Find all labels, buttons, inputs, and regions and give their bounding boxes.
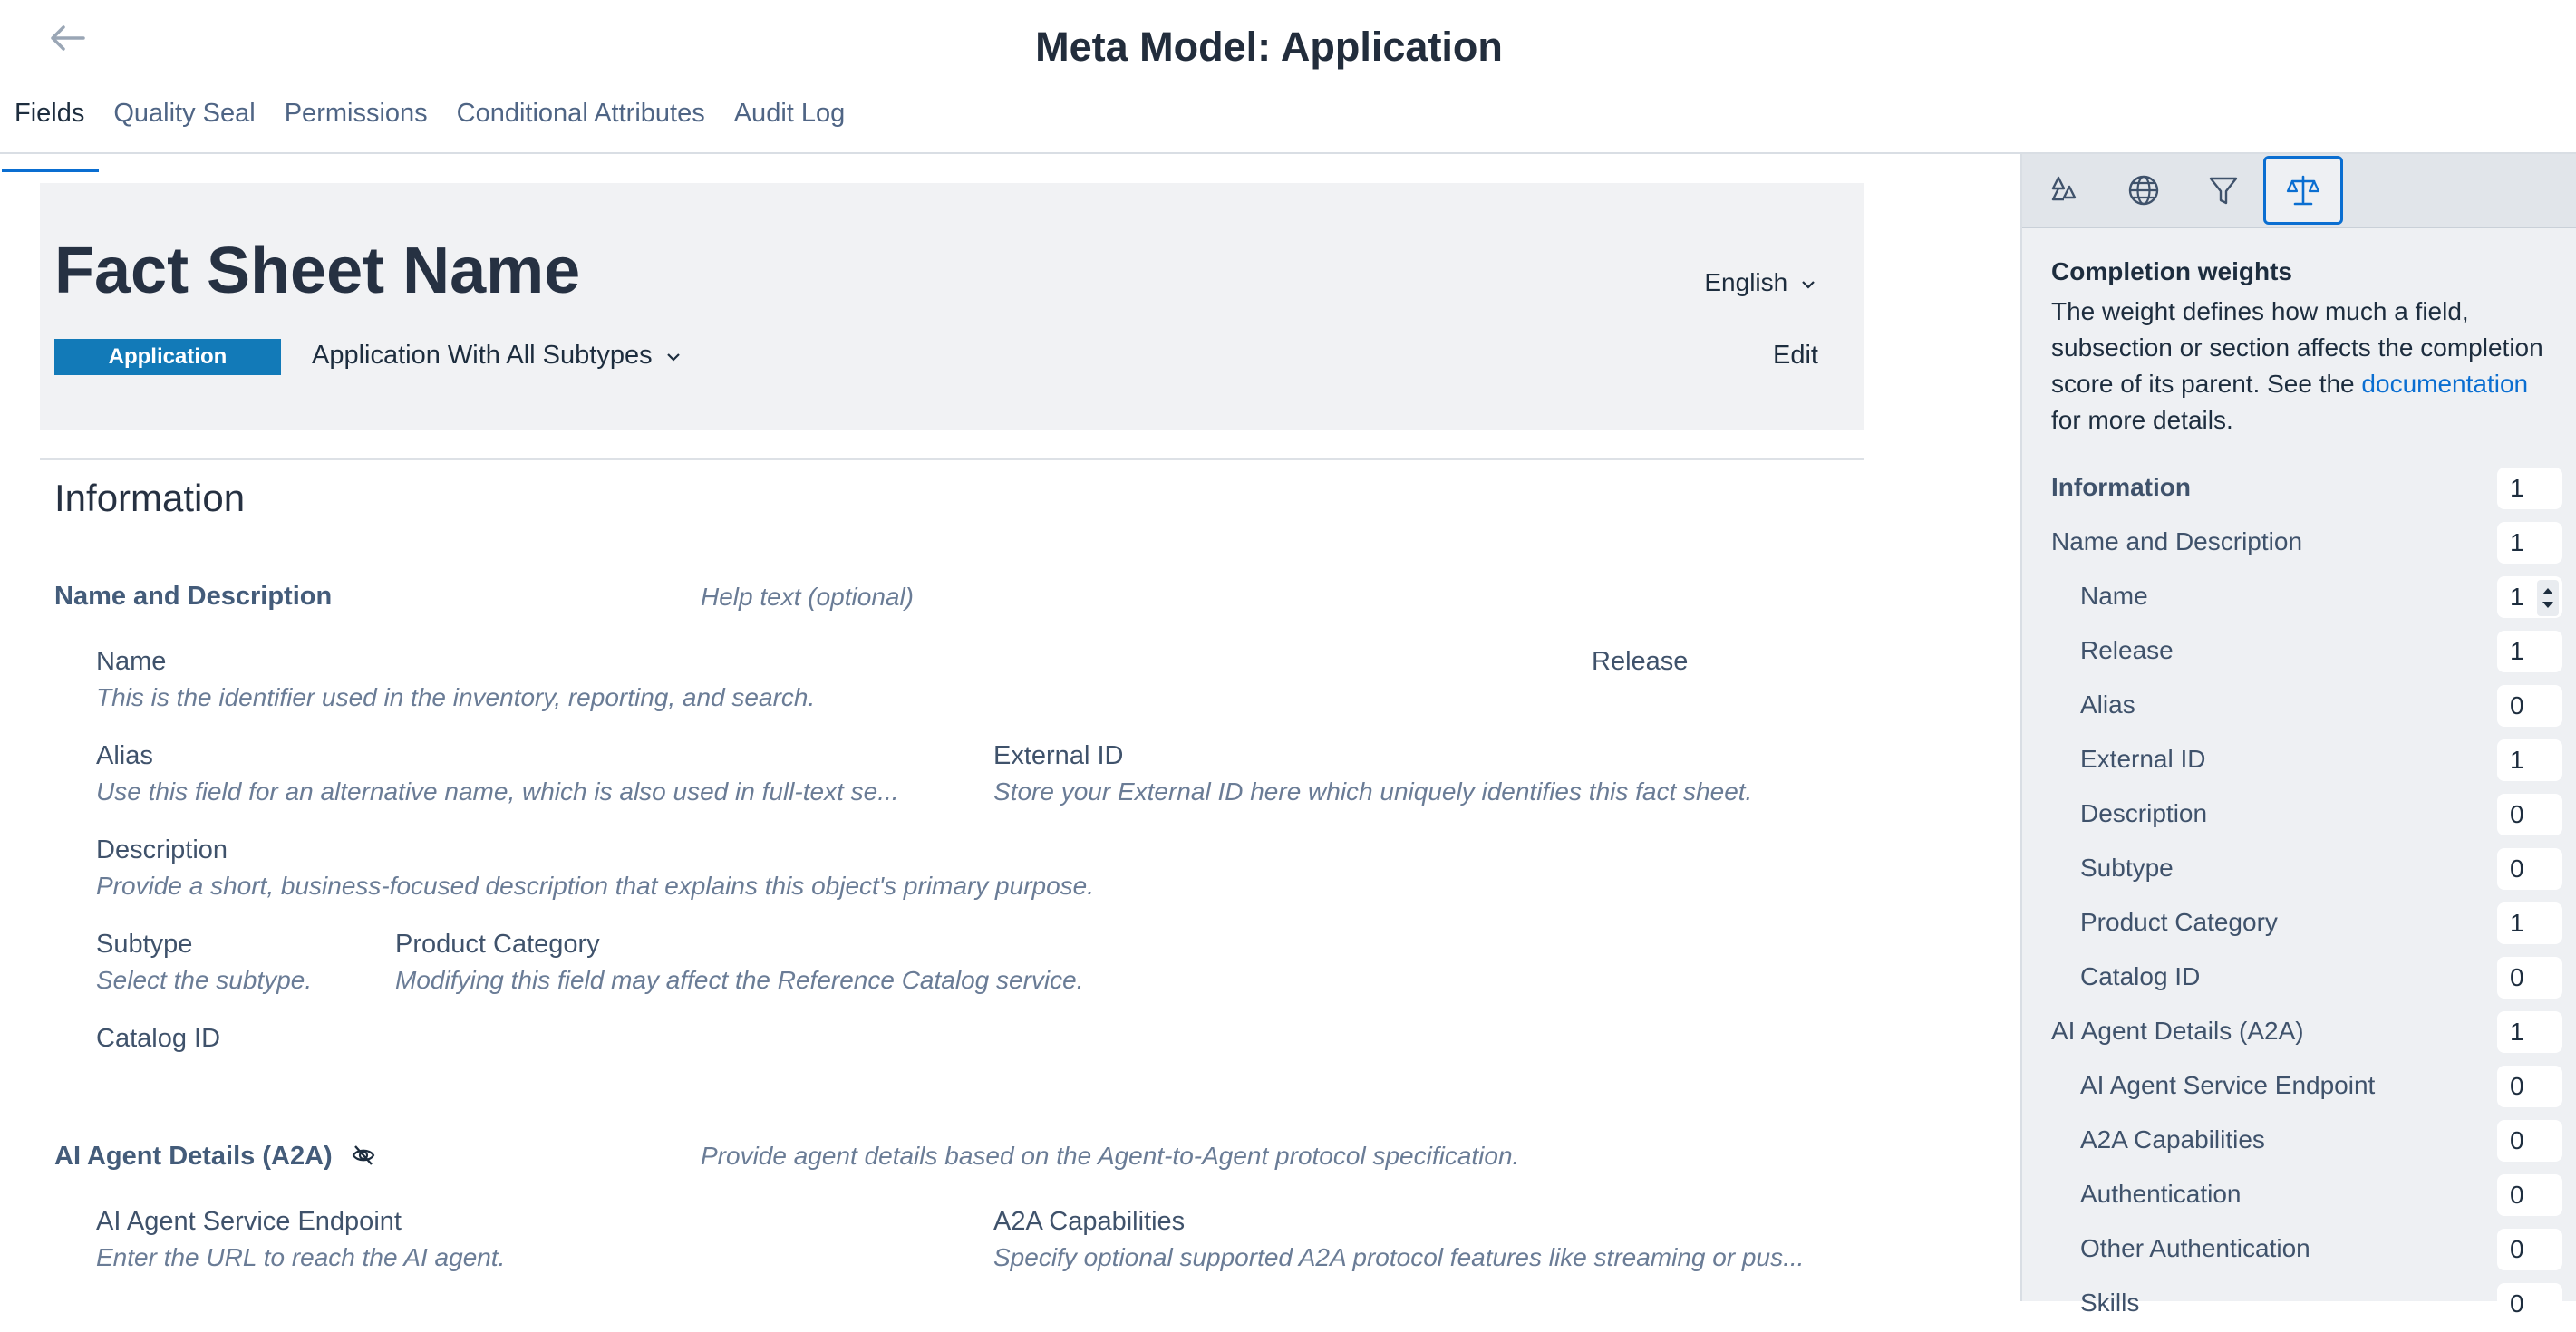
field-desc-ai-agent-endpoint: Enter the URL to reach the AI agent.: [96, 1243, 506, 1271]
subsection-help-text[interactable]: Help text (optional): [701, 583, 915, 611]
weight-input[interactable]: 0: [2497, 685, 2562, 727]
edit-button[interactable]: Edit: [1773, 341, 1818, 370]
tab-quality-seal[interactable]: Quality Seal: [113, 99, 256, 128]
weight-row: [2022, 1169, 2576, 1223]
weight-row: [2022, 788, 2576, 843]
subsection-help-text-ai-agent[interactable]: Provide agent details based on the Agent-to-Agent protocol specification.: [701, 1142, 1520, 1170]
weight-row: [2022, 1006, 2576, 1060]
field-label-a2a-capabilities[interactable]: A2A Capabilities: [993, 1207, 1186, 1236]
documentation-link[interactable]: documentation: [2361, 370, 2529, 398]
eye-slash-icon[interactable]: [351, 1143, 376, 1168]
weight-input[interactable]: 0: [2497, 957, 2562, 999]
weight-label: AI Agent Details (A2A): [2051, 1017, 2304, 1045]
subsection-title-ai-agent[interactable]: [54, 1142, 376, 1172]
weight-row: [2022, 1060, 2576, 1115]
weight-row: [2022, 951, 2576, 1006]
weight-row: [2022, 897, 2576, 951]
panel-tab-completion-weights[interactable]: [2263, 156, 2343, 225]
weight-row: [2022, 1278, 2576, 1332]
weight-input[interactable]: 1: [2497, 576, 2562, 618]
field-label-product-category[interactable]: Product Category: [395, 930, 600, 959]
weight-label: Name and Description: [2051, 527, 2303, 555]
weight-label: Other Authentication: [2080, 1234, 2310, 1262]
weight-label: Authentication: [2080, 1180, 2242, 1208]
field-label-description[interactable]: Description: [96, 835, 228, 864]
weight-label: External ID: [2080, 745, 2206, 773]
weight-label: Release: [2080, 636, 2174, 664]
weight-label: Skills: [2080, 1289, 2140, 1317]
tab-fields[interactable]: Fields: [0, 91, 99, 154]
weight-input[interactable]: 0: [2497, 794, 2562, 835]
weight-input[interactable]: 0: [2497, 1229, 2562, 1270]
weight-label: Catalog ID: [2080, 962, 2201, 990]
weight-label: Description: [2080, 799, 2208, 827]
panel-tab-filter[interactable]: [2184, 156, 2263, 225]
weight-row: [2022, 1115, 2576, 1169]
weight-row: [2022, 516, 2576, 571]
tab-conditional-attributes[interactable]: Conditional Attributes: [456, 99, 705, 128]
description-text: The weight defines how much a field, subsection or section affects the completion score of its parent. See the: [2051, 297, 2543, 398]
chevron-down-icon: [665, 351, 682, 363]
globe-icon: [2126, 172, 2162, 208]
filter-icon: [2205, 172, 2242, 208]
weight-input[interactable]: 0: [2497, 1120, 2562, 1162]
tab-audit-log[interactable]: Audit Log: [733, 99, 846, 128]
field-label-ai-agent-endpoint[interactable]: AI Agent Service Endpoint: [96, 1207, 402, 1236]
subsection-title-name-and-description[interactable]: Name and Description: [54, 582, 333, 611]
weight-input[interactable]: 0: [2497, 1283, 2562, 1325]
side-panel: [2020, 154, 2576, 1318]
weight-input[interactable]: 1: [2497, 468, 2562, 509]
language-select[interactable]: [1704, 268, 1816, 297]
section-title-information: Information: [54, 477, 246, 519]
weight-label: A2A Capabilities: [2080, 1125, 2265, 1153]
field-label-external-id[interactable]: External ID: [993, 741, 1124, 770]
weight-input[interactable]: 1: [2497, 739, 2562, 781]
side-panel-tabs: [2022, 154, 2576, 228]
weight-row: [2022, 734, 2576, 788]
tab-permissions[interactable]: Permissions: [284, 99, 428, 128]
stepper-icon[interactable]: [2537, 580, 2559, 616]
weight-label: Subtype: [2080, 854, 2174, 882]
section-divider: [40, 458, 1864, 460]
subtype-select[interactable]: [312, 341, 682, 371]
weight-row: [2022, 462, 2576, 516]
weight-row: [2022, 680, 2576, 734]
weight-input[interactable]: 0: [2497, 1174, 2562, 1216]
panel-tab-structure[interactable]: [2024, 156, 2104, 225]
weight-input[interactable]: 0: [2497, 848, 2562, 890]
field-desc-a2a-capabilities: Specify optional supported A2A protocol features like streaming or pus...: [993, 1243, 1805, 1271]
field-desc-description: Provide a short, business-focused description that explains this object's primary purpose.: [96, 872, 1095, 900]
fact-sheet-header: [40, 183, 1864, 430]
tab-bar: [0, 91, 859, 154]
weight-label: Product Category: [2080, 908, 2278, 936]
tree-structure-icon: [2046, 172, 2082, 208]
fact-sheet-type-badge: Application: [54, 339, 281, 375]
fact-sheet-name: Fact Sheet Name: [54, 235, 581, 307]
weight-input[interactable]: 1: [2497, 902, 2562, 944]
weight-row: [2022, 1223, 2576, 1278]
weight-input[interactable]: 0: [2497, 1066, 2562, 1107]
field-desc-subtype: Select the subtype.: [96, 966, 313, 994]
weight-row: [2022, 571, 2576, 625]
field-desc-product-category: Modifying this field may affect the Reference Catalog service.: [395, 966, 1084, 994]
field-label-catalog-id[interactable]: Catalog ID: [96, 1024, 221, 1053]
panel-tab-language[interactable]: [2104, 156, 2184, 225]
language-label: English: [1704, 268, 1788, 296]
weight-label: Alias: [2080, 690, 2135, 719]
field-desc-name: This is the identifier used in the inventory, reporting, and search.: [96, 683, 816, 711]
field-label-release[interactable]: Release: [1592, 647, 1689, 676]
completion-weights-description: [2051, 294, 2559, 439]
subtype-label: Application With All Subtypes: [312, 341, 653, 370]
weight-input[interactable]: 1: [2497, 522, 2562, 564]
field-label-alias[interactable]: Alias: [96, 741, 153, 770]
weight-input[interactable]: 1: [2497, 1011, 2562, 1053]
field-label-name[interactable]: Name: [96, 647, 167, 676]
weight-row: [2022, 843, 2576, 897]
weight-label: Information: [2051, 473, 2191, 501]
weight-label: AI Agent Service Endpoint: [2080, 1071, 2376, 1099]
weight-row: [2022, 625, 2576, 680]
page-title: Meta Model: Application: [1035, 24, 1503, 70]
field-desc-external-id: Store your External ID here which uniquely identifies this fact sheet.: [993, 777, 1753, 806]
completion-weights-heading: Completion weights: [2051, 257, 2292, 285]
weight-label: Name: [2080, 582, 2148, 610]
balance-scale-icon: [2285, 172, 2321, 208]
subsection-title-ai-agent-text: AI Agent Details (A2A): [54, 1142, 333, 1171]
chevron-down-icon: [1800, 278, 1816, 291]
field-label-subtype[interactable]: Subtype: [96, 930, 193, 959]
weight-input[interactable]: 1: [2497, 631, 2562, 672]
description-text-end: for more details.: [2051, 406, 2233, 434]
field-desc-alias: Use this field for an alternative name, which is also used in full-text se...: [96, 777, 899, 806]
